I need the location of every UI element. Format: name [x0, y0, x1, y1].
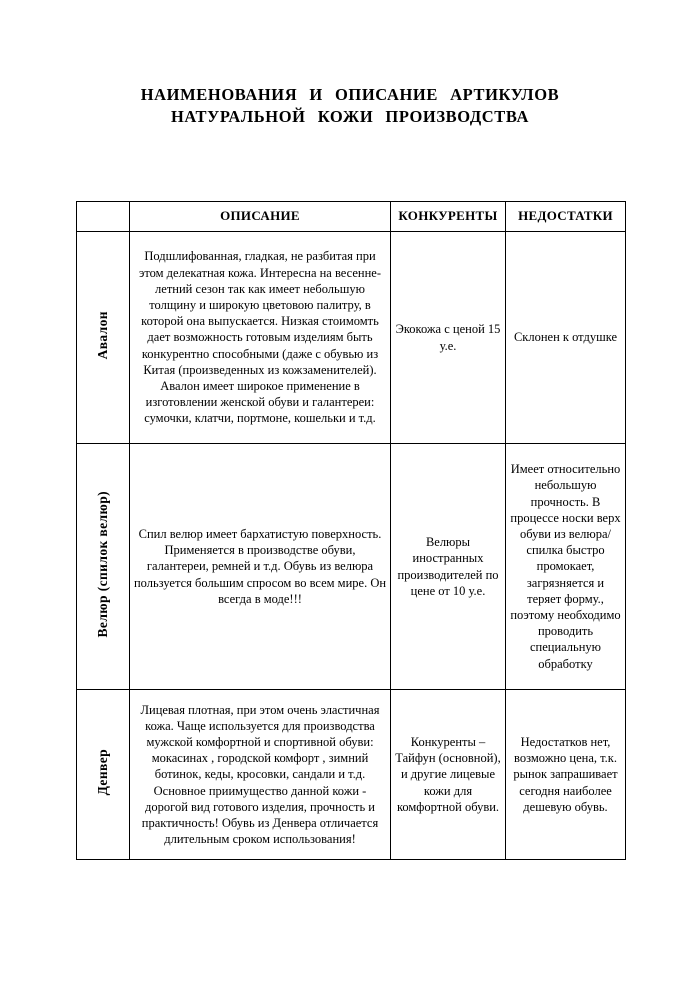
- drawbacks-cell: Недостатков нет, возможно цена, т.к. рынок запрашивает сегодня наиболее дешевую обувь.: [506, 690, 626, 860]
- competitors-cell: Велюры иностранных производителей по цене от 10 у.е.: [391, 444, 506, 690]
- header-cell-competitors: КОНКУРЕНТЫ: [391, 202, 506, 232]
- table-row-denver: [77, 690, 626, 860]
- description-cell: Лицевая плотная, при этом очень эластичная кожа. Чаще используется для производства мужской комфортной и спортивной обуви: мокасинах , городской комфорт , зимний ботинок, кеды, кросовки, сандали и т.д. Основное приимущество данной кожи - дорогой вид готового изделия, прочность и практичность! Обувь из Денвера отличается длительным сроком использования!: [130, 690, 391, 860]
- table-header-row: [77, 202, 626, 232]
- row-label-cell: [77, 690, 130, 860]
- document-title: [60, 84, 640, 128]
- competitors-cell: Экокожа с ценой 15 у.е.: [391, 232, 506, 444]
- description-cell: Подшлифованная, гладкая, не разбитая при этом делекатная кожа. Интересна на весенне-летний сезон так как имеет небольшую толщину и широкую цветовою палитру, в которой она выпускается. Низкая стоимомть дает возможность готовым изделиям быть конкурентно способными (даже с обувью из Китая (произведенных из кожзаменителей). Авалон имеет широкое применение в изготовлении женской обуви и галантереи: сумочки, клатчи, портмоне, кошельки и т.д.: [130, 232, 391, 444]
- drawbacks-cell: Склонен к отдушке: [506, 232, 626, 444]
- competitors-cell: Конкуренты – Тайфун (основной), и другие лицевые кожи для комфортной обуви.: [391, 690, 506, 860]
- document-title-line2: НАТУРАЛЬНОЙ КОЖИ ПРОИЗВОДСТВА: [171, 107, 529, 126]
- table-row-velour: [77, 444, 626, 690]
- table-row-avalon: [77, 232, 626, 444]
- row-label-cell: [77, 444, 130, 690]
- drawbacks-cell: Имеет относительно небольшую прочность. В процессе носки верх обуви из велюра/спилка быстро промокает, загрязняется и теряет форму., поэтому необходимо проводить специальную обработку: [506, 444, 626, 690]
- header-cell-empty: [77, 202, 130, 232]
- row-label: Денвер: [94, 749, 110, 796]
- row-label: Авалон: [94, 311, 110, 360]
- document-title-line1: НАИМЕНОВАНИЯ И ОПИСАНИЕ АРТИКУЛОВ: [140, 85, 560, 104]
- row-label-cell: [77, 232, 130, 444]
- articles-table: [76, 201, 626, 860]
- row-label: Велюр (спилок велюр): [94, 491, 110, 638]
- header-cell-description: ОПИСАНИЕ: [130, 202, 391, 232]
- header-cell-drawbacks: НЕДОСТАТКИ: [506, 202, 626, 232]
- description-cell: Спил велюр имеет бархатистую поверхность. Применяется в производстве обуви, галантереи, ремней и т.д. Обувь из велюра пользуется большим спросом во всем мире. Он всегда в моде!!!: [130, 444, 391, 690]
